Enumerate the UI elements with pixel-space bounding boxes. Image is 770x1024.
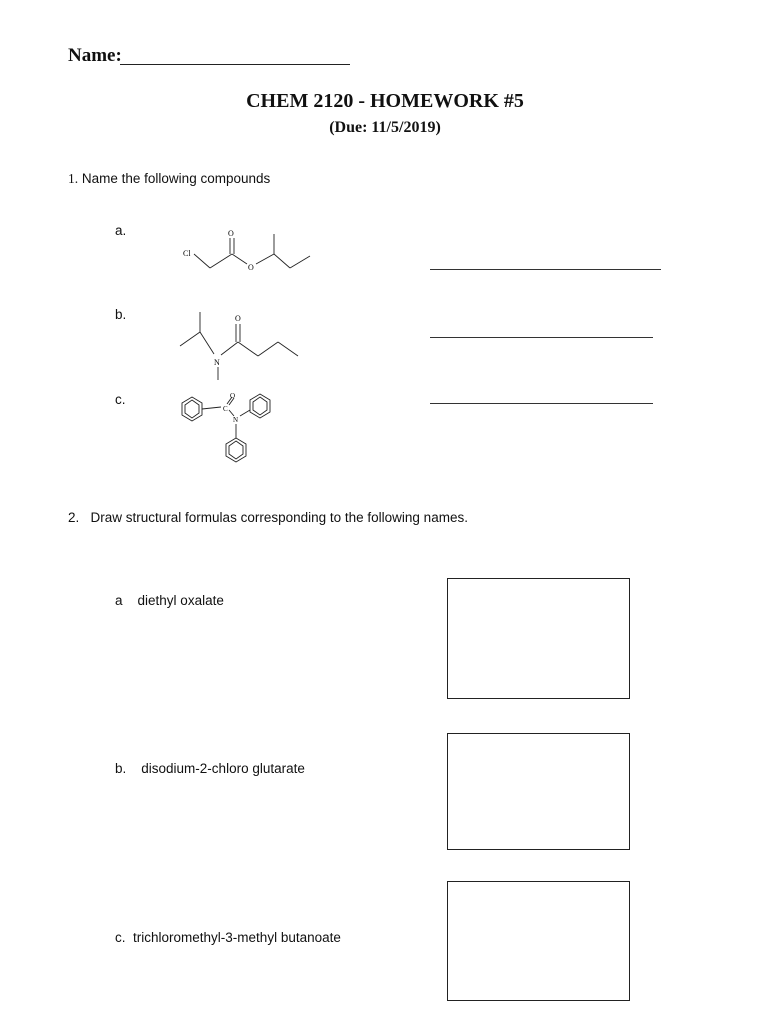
answer-line-a[interactable]: [430, 269, 661, 270]
structure-c-atom-c: C: [223, 405, 228, 413]
structure-a-atom-ester-o: O: [248, 263, 254, 272]
due-date: (Due: 11/5/2019): [329, 119, 441, 136]
structure-a: [170, 222, 320, 278]
structure-a-atom-cl: Cl: [183, 249, 191, 258]
q1-item-c-label: c.: [115, 392, 126, 407]
drawing-box-c[interactable]: [447, 881, 630, 1001]
name-label: Name:: [68, 45, 122, 66]
q2-item-b-name: disodium-2-chloro glutarate: [141, 761, 305, 776]
answer-line-b[interactable]: [430, 337, 653, 338]
q2-item-a-name: diethyl oxalate: [137, 593, 224, 608]
question-1-number: 1.: [68, 171, 79, 186]
structure-c: [172, 386, 282, 470]
question-2: [68, 510, 468, 525]
q2-item-b: [115, 761, 305, 776]
q1-item-a-label: a.: [115, 223, 127, 238]
question-1-prompt: Name the following compounds: [81, 171, 271, 186]
q2-item-a-label: a: [115, 593, 123, 608]
question-2-number: 2.: [68, 510, 80, 525]
drawing-box-b[interactable]: [447, 733, 630, 850]
q2-item-c-label: c.: [115, 930, 126, 945]
question-1: [68, 171, 270, 187]
page-title: CHEM 2120 - HOMEWORK #5: [246, 90, 524, 112]
drawing-box-a[interactable]: [447, 578, 630, 699]
q2-item-a: [115, 593, 224, 608]
structure-a-atom-carbonyl-o: O: [228, 229, 234, 238]
structure-b-atom-o: O: [235, 314, 241, 323]
structure-b: [170, 308, 310, 384]
q2-item-c-name: trichloromethyl-3-methyl butanoate: [133, 930, 341, 945]
answer-line-c[interactable]: [430, 403, 653, 404]
structure-c-atom-o: O: [230, 392, 236, 400]
structure-c-atom-n: N: [233, 416, 239, 424]
q2-item-b-label: b.: [115, 761, 127, 776]
q2-item-c: [115, 930, 341, 945]
question-2-prompt: Draw structural formulas corresponding to the following names.: [90, 510, 468, 525]
name-blank-line[interactable]: [120, 64, 350, 65]
q1-item-b-label: b.: [115, 307, 127, 322]
structure-b-atom-n: N: [214, 358, 220, 367]
